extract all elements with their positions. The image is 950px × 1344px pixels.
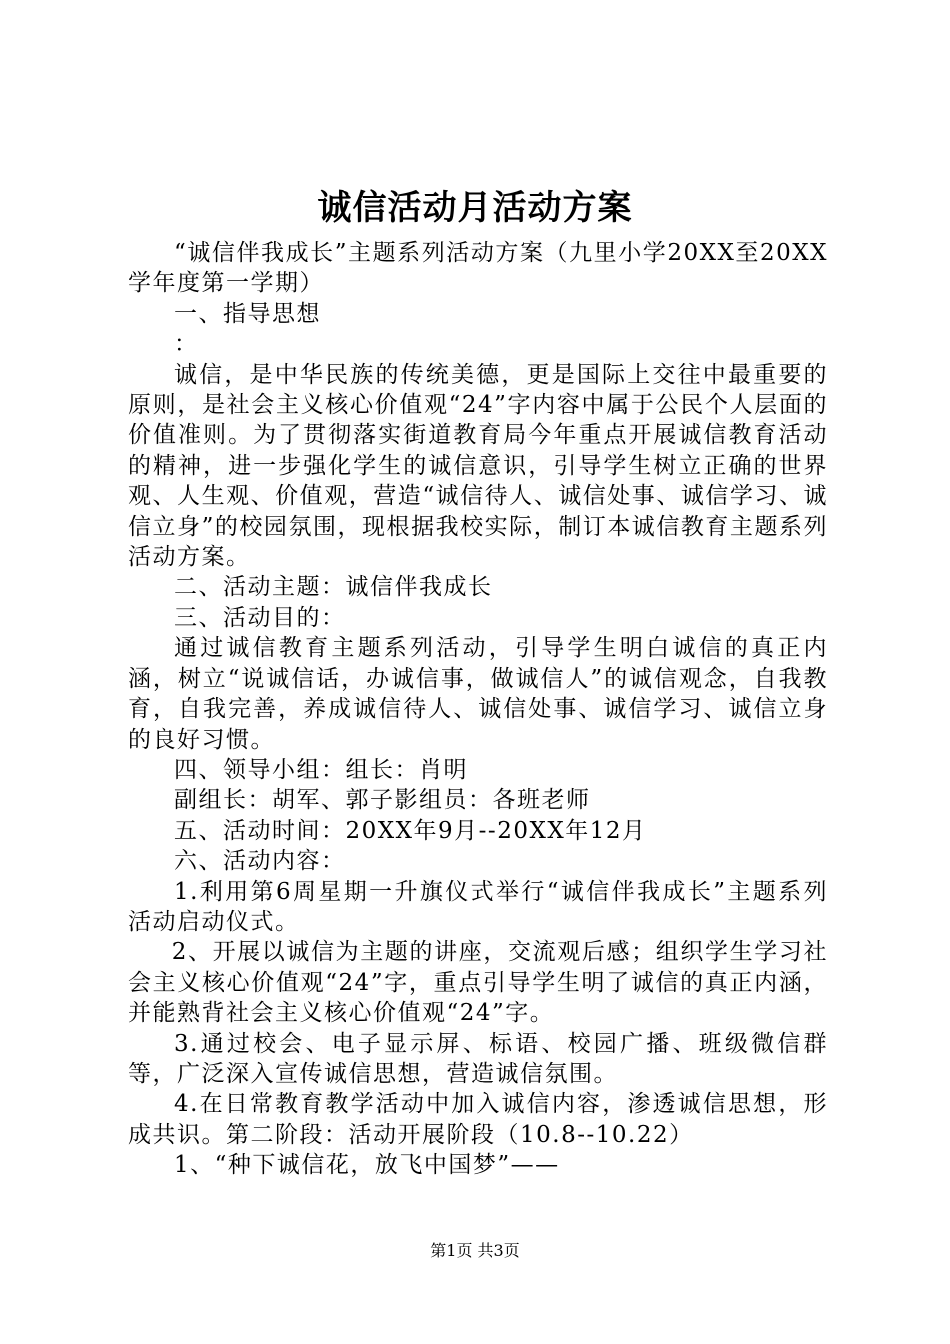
paragraph-subtitle: “诚信伴我成长”主题系列活动方案（九里小学20XX至20XX学年度第一学期）: [128, 240, 828, 297]
document-title: 诚信活动月活动方案: [317, 188, 633, 228]
heading-activity-time: 五、活动时间：20XX年9月--20XX年12月: [174, 817, 647, 844]
heading-guiding-thought: 一、指导思想: [174, 300, 321, 327]
paragraph-purpose: 通过诚信教育主题系列活动，引导学生明白诚信的真正内涵，树立“说诚信话，办诚信事，做诚信人”的诚信观念，自我教育，自我完善，养成诚信待人、诚信处事、诚信学习、诚信立身的良好习惯。: [128, 635, 828, 753]
list-item-4: 4.在日常教育教学活动中加入诚信内容，渗透诚信思想，形成共识。第二阶段：活动开展阶段（10.8--10.22）: [128, 1091, 828, 1148]
heading-leadership-group: 四、领导小组：组长：肖明: [174, 756, 468, 783]
paragraph-vice-leaders: 副组长：胡军、郭子影组员：各班老师: [174, 787, 591, 814]
list-item-2: 2、开展以诚信为主题的讲座，交流观后感；组织学生学习社会主义核心价值观“24”字，重点引导学生明了诚信的真正内涵，并能熟背社会主义核心价值观“24”字。: [128, 939, 828, 1027]
heading-activity-theme: 二、活动主题：诚信伴我成长: [174, 574, 493, 601]
heading-activity-purpose: 三、活动目的：: [174, 604, 346, 631]
list-item-3: 3.通过校会、电子显示屏、标语、校园广播、班级微信群等，广泛深入宣传诚信思想，营造诚信氛围。: [128, 1030, 828, 1087]
paragraph-colon: ：: [174, 331, 199, 358]
list-item-1: 1.利用第6周星期一升旗仪式举行“诚信伴我成长”主题系列活动启动仪式。: [128, 878, 828, 935]
page-footer: 第1页 共3页: [430, 1241, 520, 1260]
list-item-stage2-1: 1、“种下诚信花，放飞中国梦”——: [174, 1152, 560, 1179]
heading-activity-content: 六、活动内容：: [174, 848, 346, 875]
document-body: [128, 238, 828, 1181]
paragraph-integrity-intro: 诚信，是中华民族的传统美德，更是国际上交往中最重要的原则，是社会主义核心价值观“24”字内容中属于公民个人层面的价值准则。为了贯彻落实街道教育局今年重点开展诚信教育活动的精神，进一步强化学生的诚信意识，引导学生树立正确的世界观、人生观、价值观，营造“诚信待人、诚信处事、诚信学习、诚信立身”的校园氛围，现根据我校实际，制订本诚信教育主题系列活动方案。: [128, 361, 828, 571]
